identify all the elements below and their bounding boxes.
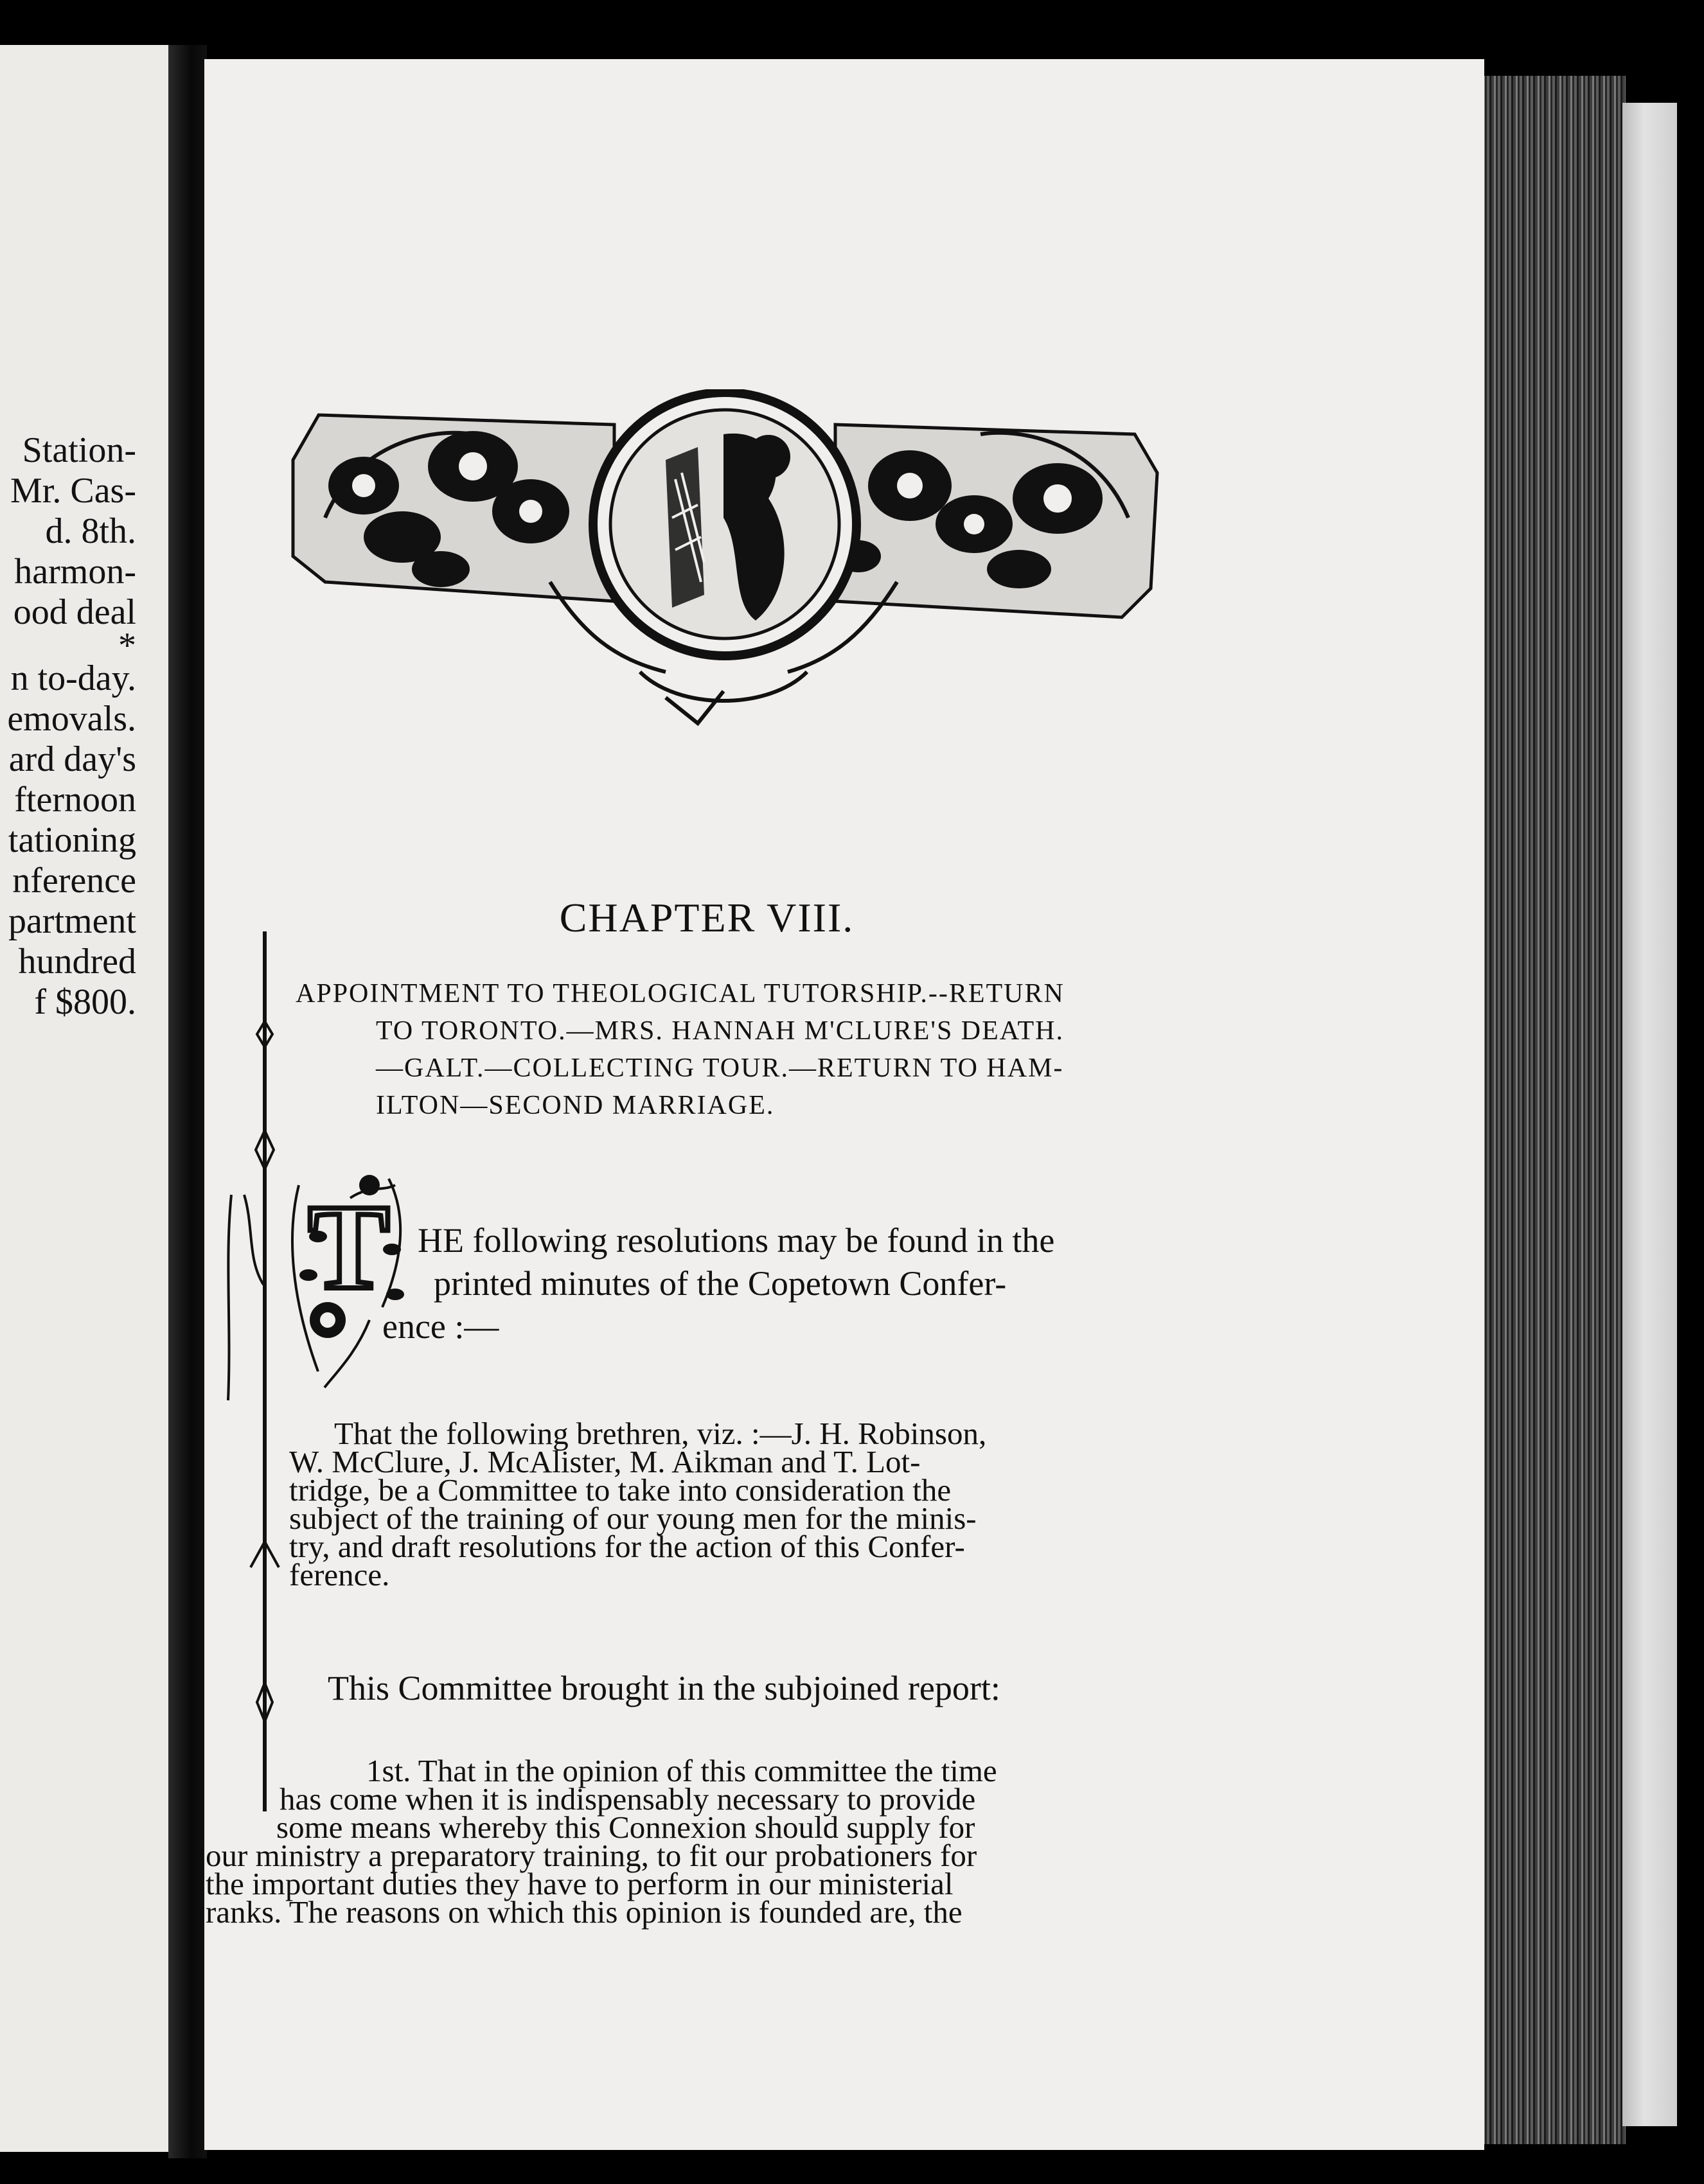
left-line: nference <box>12 861 136 901</box>
left-facing-page <box>0 45 173 2152</box>
left-line: fternoon <box>14 780 136 820</box>
left-line: partment <box>8 901 136 941</box>
subheading-line: —GALT.—COLLECTING TOUR.—RETURN TO HAM- <box>376 1053 1064 1083</box>
subheading-line: ILTON—SECOND MARRIAGE. <box>376 1091 775 1120</box>
resolution-line: ference. <box>289 1557 390 1592</box>
left-line: d. 8th. <box>45 511 136 551</box>
resolution-line: tridge, be a Committee to take into consideration the <box>289 1472 952 1508</box>
opening-paragraph <box>382 1219 1176 1348</box>
resolution-line: That the following brethren, viz. :—J. H. Robinson, <box>334 1416 987 1451</box>
opening-line: HE following resolutions may be found in the <box>418 1221 1055 1260</box>
book-gutter <box>168 45 207 2158</box>
left-line: Mr. Cas- <box>10 471 136 511</box>
report-line: the important duties they have to perform in our ministerial <box>206 1866 954 1901</box>
resolution-line: subject of the training of our young men for the minis- <box>289 1501 977 1536</box>
left-line: ood deal <box>13 592 136 632</box>
left-line: * <box>118 626 136 665</box>
left-line: harmon- <box>14 552 136 592</box>
decorated-initial <box>273 1159 414 1391</box>
report-line: has come when it is indispensably necessary to provide <box>280 1781 976 1817</box>
report-first-resolution <box>206 1753 1150 1930</box>
left-line: hundred <box>18 942 136 982</box>
left-line: n to-day. <box>10 658 136 698</box>
subheading-line: TO TORONTO.—MRS. HANNAH M'CLURE'S DEATH. <box>376 1016 1064 1046</box>
opening-line: ence :— <box>382 1307 499 1346</box>
report-line: 1st. That in the opinion of this committee the time <box>366 1753 997 1788</box>
resolution-line: try, and draft resolutions for the action of this Confer- <box>289 1529 965 1564</box>
page-edge-light <box>1622 103 1677 2126</box>
subheading-line: APPOINTMENT TO THEOLOGICAL TUTORSHIP.--RETURN <box>296 979 1065 1008</box>
chapter-title: CHAPTER VIII. <box>559 895 855 940</box>
report-intro: This Committee brought in the subjoined report: <box>328 1669 1000 1707</box>
left-page-text <box>7 430 136 1023</box>
initial-letter: T <box>308 1180 390 1315</box>
resolution-line: W. McClure, J. McAlister, M. Aikman and T. Lot- <box>289 1444 921 1479</box>
resolution-paragraph <box>289 1416 1163 1592</box>
left-line: emovals. <box>7 699 136 739</box>
report-line: some means whereby this Connexion should supply for <box>276 1810 975 1845</box>
headpiece-ornament <box>280 389 1169 736</box>
report-line: our ministry a preparatory training, to fit our probationers for <box>206 1838 977 1873</box>
left-line: ard day's <box>8 739 136 779</box>
left-line: f $800. <box>34 982 136 1022</box>
opening-line: printed minutes of the Copetown Confer- <box>434 1264 1007 1303</box>
left-line: Station- <box>22 430 136 470</box>
report-line: ranks. The reasons on which this opinion is founded are, the <box>206 1894 963 1930</box>
left-line: tationing <box>8 820 136 860</box>
chapter-subheading <box>296 975 1176 1124</box>
